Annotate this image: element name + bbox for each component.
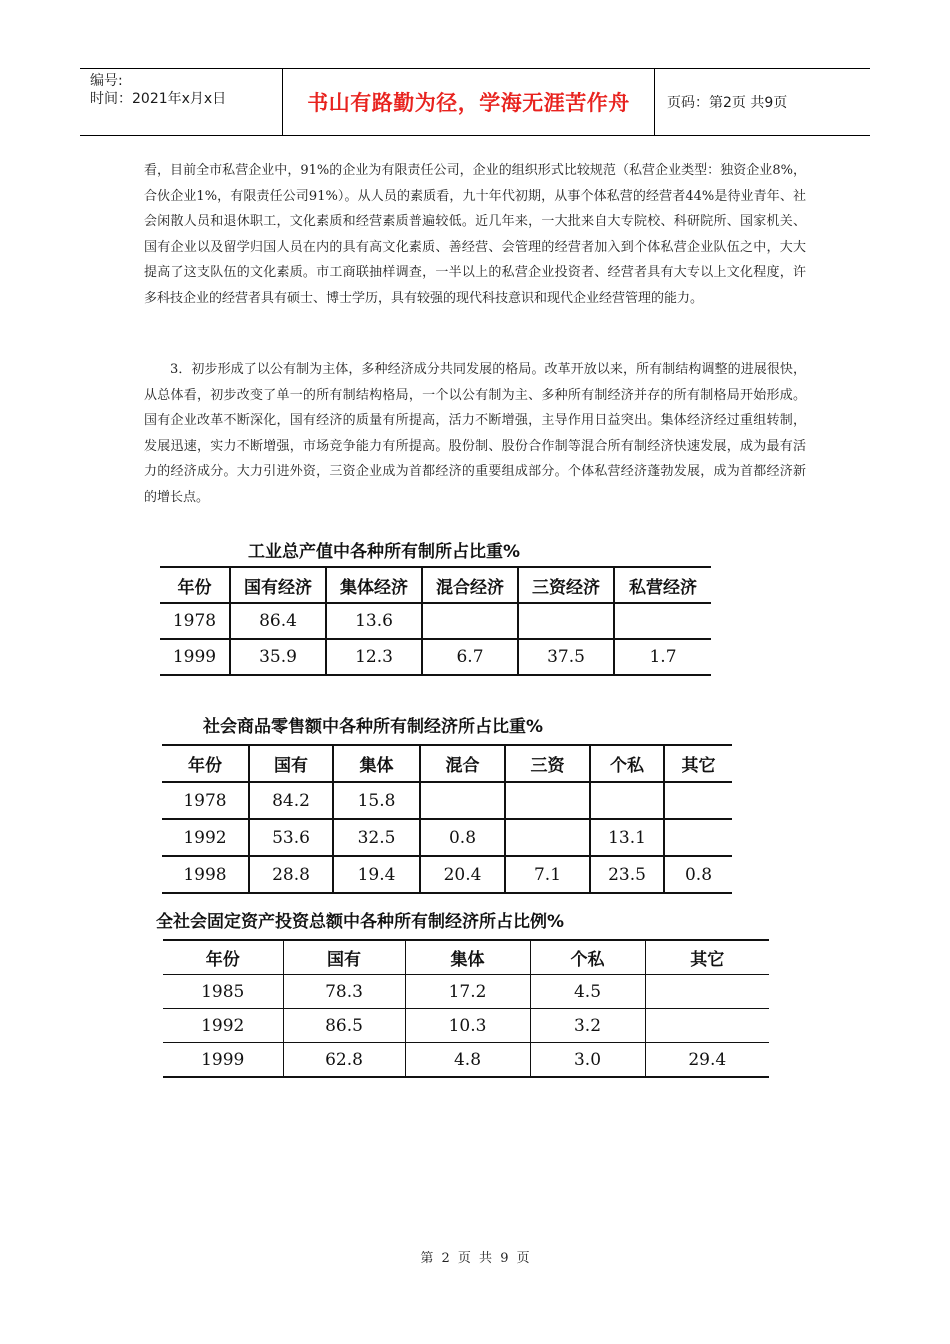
- year-cell: 1985: [163, 975, 283, 1009]
- value-cell: 35.9: [230, 639, 326, 675]
- value-cell: 4.8: [405, 1043, 530, 1078]
- year-cell: 1992: [162, 819, 249, 856]
- value-cell: [422, 603, 518, 639]
- table-row: [160, 639, 711, 675]
- value-cell: 20.4: [420, 856, 505, 893]
- value-cell: 3.0: [530, 1043, 645, 1078]
- value-cell: 28.8: [249, 856, 333, 893]
- table-row: [162, 782, 732, 819]
- table-row: [162, 856, 732, 893]
- value-cell: [518, 603, 614, 639]
- value-cell: 0.8: [664, 856, 732, 893]
- page-footer: 第 2 页 共 9 页: [420, 1251, 530, 1266]
- value-cell: 37.5: [518, 639, 614, 675]
- table-header-row: [160, 567, 711, 603]
- value-cell: 53.6: [249, 819, 333, 856]
- value-cell: 3.2: [530, 1009, 645, 1043]
- value-cell: 86.4: [230, 603, 326, 639]
- column-header: 个私: [530, 940, 645, 975]
- column-header: 集体经济: [326, 567, 422, 603]
- column-header: 国有: [283, 940, 405, 975]
- value-cell: 78.3: [283, 975, 405, 1009]
- year-cell: 1978: [160, 603, 230, 639]
- table-header-row: [163, 940, 769, 975]
- column-header: 集体: [333, 745, 420, 782]
- paragraph-2: 3．初步形成了以公有制为主体，多种经济成分共同发展的格局。改革开放以来，所有制结构调整的进展很快，从总体看，初步改变了单一的所有制结构格局，一个以公有制为主、多种所有制经济并存的所有制格局开始形成。国有企业改革不断深化，国有经济的质量有所提高，活力不断增强，主导作用日益突出。集体经济经过重组转制，发展迅速，实力不断增强，市场竞争能力有所提高。股份制、股份合作制等混合所有制经济快速发展，成为最有活力的经济成分。大力引进外资，三资企业成为首都经济的重要组成部分。个体私营经济蓬勃发展，成为首都经济新的增长点。: [144, 362, 806, 505]
- table-row: [160, 603, 711, 639]
- column-header: 年份: [162, 745, 249, 782]
- value-cell: 10.3: [405, 1009, 530, 1043]
- value-cell: 15.8: [333, 782, 420, 819]
- header-meta: [80, 69, 283, 135]
- value-cell: 62.8: [283, 1043, 405, 1078]
- value-cell: 23.5: [590, 856, 664, 893]
- retail-sales-table: [162, 744, 732, 894]
- year-cell: 1998: [162, 856, 249, 893]
- paragraph-1: 看，目前全市私营企业中，91%的企业为有限责任公司，企业的组织形式比较规范（私营企业类型：独资企业8%，合伙企业1%，有限责任公司91%）。从人员的素质看，九十年代初期，从事个体私营的经营者44%是待业青年、社会闲散人员和退休职工，文化素质和经营素质普遍较低。近几年来，一大批来自大专院校、科研院所、国家机关、国有企业以及留学归国人员在内的具有高文化素质、善经营、会管理的经营者加入到个体私营企业队伍之中，大大提高了这支队伍的文化素质。市工商联抽样调查，一半以上的私营企业投资者、经营者具有大专以上文化程度，许多科技企业的经营者具有硕士、博士学历，具有较强的现代科技意识和现代企业经营管理的能力。: [144, 163, 806, 306]
- value-cell: 7.1: [505, 856, 590, 893]
- value-cell: [664, 819, 732, 856]
- value-cell: 12.3: [326, 639, 422, 675]
- value-cell: 0.8: [420, 819, 505, 856]
- value-cell: 1.7: [614, 639, 711, 675]
- table-row: [163, 1043, 769, 1078]
- column-header: 集体: [405, 940, 530, 975]
- fixed-asset-investment-table: [163, 939, 769, 1078]
- year-cell: 1978: [162, 782, 249, 819]
- page-header: [80, 68, 870, 136]
- value-cell: 29.4: [645, 1043, 769, 1078]
- column-header: 其它: [681, 756, 716, 776]
- value-cell: [590, 782, 664, 819]
- value-cell: 13.6: [326, 603, 422, 639]
- value-cell: 84.2: [249, 782, 333, 819]
- column-header: 国有经济: [230, 567, 326, 603]
- table-row: [162, 819, 732, 856]
- column-header: 年份: [160, 567, 230, 603]
- year-cell: 1992: [163, 1009, 283, 1043]
- value-cell: [664, 782, 732, 819]
- value-cell: 32.5: [333, 819, 420, 856]
- header-motto: 书山有路勤为径，学海无涯苦作舟: [283, 69, 655, 135]
- column-header: 私营经济: [629, 577, 697, 598]
- table-2-title: 社会商品零售额中各种所有制经济所占比重%: [203, 717, 544, 737]
- column-header: 混合经济: [422, 567, 518, 603]
- value-cell: 6.7: [422, 639, 518, 675]
- value-cell: [614, 603, 711, 639]
- value-cell: [505, 782, 590, 819]
- value-cell: 13.1: [590, 819, 664, 856]
- column-header: 国有: [249, 745, 333, 782]
- table-3-title: 全社会固定资产投资总额中各种所有制经济所占比例%: [156, 912, 565, 932]
- column-header: 混合: [420, 745, 505, 782]
- table-row: [163, 975, 769, 1009]
- table-header-row: [162, 745, 732, 782]
- column-header: 其它: [690, 950, 725, 970]
- value-cell: 86.5: [283, 1009, 405, 1043]
- serial-label: 编号:: [90, 73, 123, 89]
- value-cell: [645, 1009, 769, 1043]
- value-cell: [420, 782, 505, 819]
- column-header: 三资经济: [518, 567, 614, 603]
- value-cell: 4.5: [530, 975, 645, 1009]
- value-cell: [505, 819, 590, 856]
- value-cell: [645, 975, 769, 1009]
- header-page-label: 页码：第2页 共9页: [667, 95, 788, 111]
- value-cell: 17.2: [405, 975, 530, 1009]
- column-header: 年份: [163, 940, 283, 975]
- industrial-output-table: [160, 566, 711, 676]
- column-header: 三资: [505, 745, 590, 782]
- value-cell: 19.4: [333, 856, 420, 893]
- year-cell: 1999: [163, 1043, 283, 1078]
- table-1-title: 工业总产值中各种所有制所占比重%: [248, 542, 521, 562]
- table-row: [163, 1009, 769, 1043]
- column-header: 个私: [590, 745, 664, 782]
- date-label: 时间：2021年x月x日: [90, 91, 227, 107]
- year-cell: 1999: [160, 639, 230, 675]
